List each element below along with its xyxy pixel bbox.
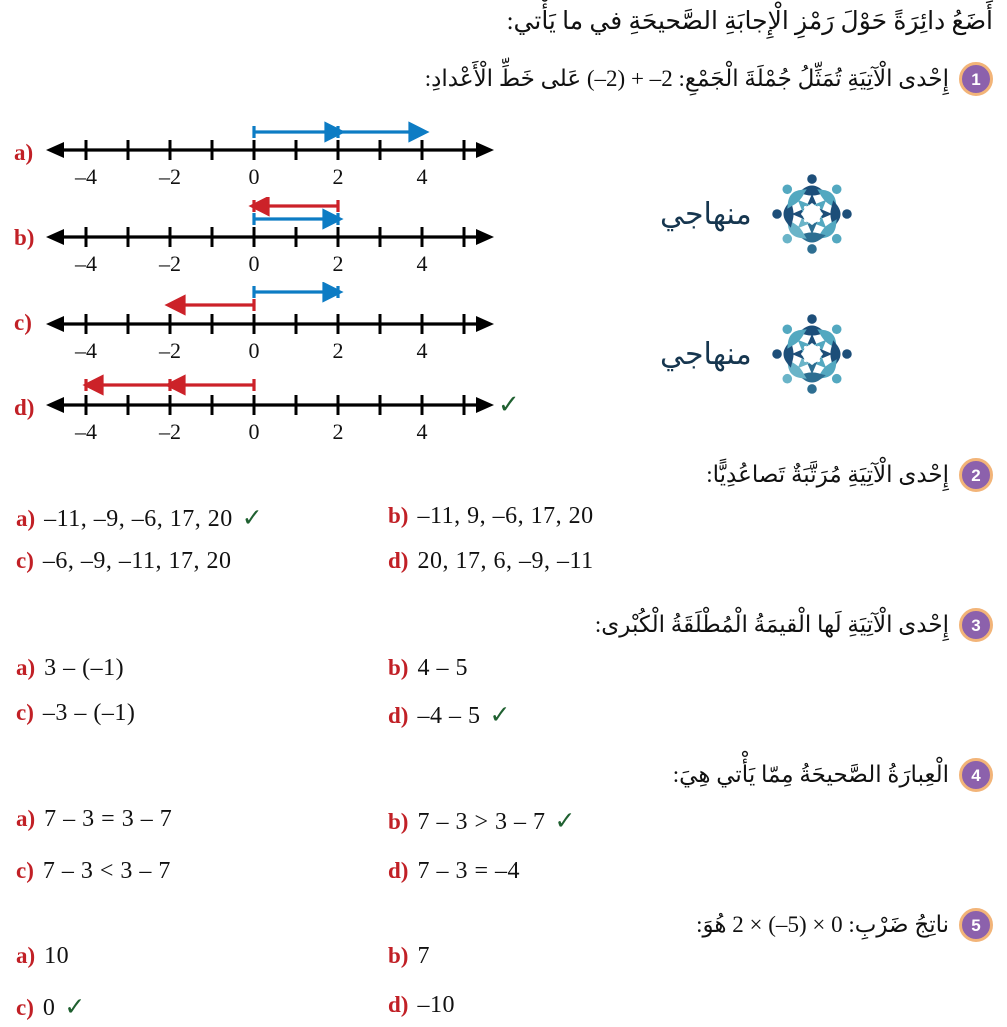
question-3-text: إِحْدى الْآتِيَةِ لَها الْقيمَةُ الْمُطْلَقَةُ الْكُبْرى: bbox=[594, 612, 949, 637]
question-3-badge: 3 bbox=[959, 608, 993, 642]
q3-option-c[interactable] bbox=[16, 700, 135, 727]
svg-text:4: 4 bbox=[416, 338, 428, 363]
q4-option-b-letter: b) bbox=[388, 809, 409, 834]
svg-text:–4: –4 bbox=[75, 251, 97, 276]
q2-option-a-check: ✓ bbox=[241, 503, 263, 532]
svg-text:–4: –4 bbox=[75, 164, 97, 189]
q5-option-b-value: 7 bbox=[417, 943, 430, 969]
q4-option-c-letter: c) bbox=[16, 858, 34, 883]
question-4-text: الْعِبارَةُ الصَّحيحَةُ مِمّا يَأْتي هِيَ: bbox=[672, 762, 949, 787]
svg-text:2: 2 bbox=[332, 419, 344, 444]
logo-text-top: منهاجي bbox=[660, 196, 752, 232]
q5-option-b-letter: b) bbox=[388, 943, 409, 968]
q2-option-b[interactable] bbox=[388, 503, 594, 530]
q2-option-d-letter: d) bbox=[388, 548, 409, 573]
numberline-b-svg bbox=[40, 197, 500, 283]
q2-option-c[interactable] bbox=[16, 548, 231, 575]
manhaji-logo-bottom bbox=[660, 308, 858, 400]
q2-option-d-value: 20, 17, 6, –9, –11 bbox=[417, 548, 594, 574]
q5-option-a-letter: a) bbox=[16, 943, 36, 968]
manhaji-people-circle-icon bbox=[766, 308, 858, 400]
svg-text:2: 2 bbox=[332, 251, 344, 276]
question-4-row bbox=[673, 758, 993, 792]
q4-option-c[interactable] bbox=[16, 858, 171, 885]
q3-option-d-check: ✓ bbox=[489, 700, 511, 729]
question-1-text: إِحْدى الْآتِيَةِ تُمَثِّلُ جُمْلَةَ الْجَمْعِ: 2– + (2–) عَلى خَطِّ الْأَعْدادِ: bbox=[424, 66, 949, 91]
svg-text:4: 4 bbox=[416, 164, 428, 189]
svg-text:–4: –4 bbox=[75, 338, 97, 363]
q5-option-c-check: ✓ bbox=[64, 992, 86, 1021]
question-3-row bbox=[595, 608, 993, 642]
numberline-a-svg bbox=[40, 112, 500, 198]
numberline-b-letter: b) bbox=[14, 225, 35, 250]
question-5-text: ناتِجُ ضَرْبِ: 0 × (5–) × 2 هُوَ: bbox=[696, 912, 949, 937]
numberline-d-letter: d) bbox=[14, 395, 35, 420]
q4-option-c-value: 7 – 3 < 3 – 7 bbox=[42, 858, 171, 884]
q2-option-c-value: –6, –9, –11, 17, 20 bbox=[42, 548, 232, 574]
q2-option-b-letter: b) bbox=[388, 503, 409, 528]
svg-text:4: 4 bbox=[416, 251, 428, 276]
q4-option-a-value: 7 – 3 = 3 – 7 bbox=[44, 806, 173, 832]
numberline-d-svg bbox=[40, 367, 500, 453]
question-5-row bbox=[696, 908, 993, 942]
logo-text-bottom: منهاجي bbox=[660, 336, 752, 372]
svg-text:–2: –2 bbox=[159, 338, 181, 363]
svg-text:–2: –2 bbox=[159, 251, 181, 276]
numberline-a-letter: a) bbox=[14, 140, 34, 165]
q4-option-d-value: 7 – 3 = –4 bbox=[417, 858, 520, 884]
numberline-option-b[interactable] bbox=[0, 197, 560, 283]
q2-option-d[interactable] bbox=[388, 548, 594, 575]
question-2-text: إِحْدى الْآتِيَةِ مُرَتَّبَةٌ تَصاعُدِيًّا: bbox=[706, 462, 949, 487]
question-2-badge: 2 bbox=[959, 458, 993, 492]
svg-text:0: 0 bbox=[248, 164, 260, 189]
q3-option-b-value: 4 – 5 bbox=[417, 655, 468, 681]
svg-text:2: 2 bbox=[332, 338, 344, 363]
manhaji-people-circle-icon bbox=[766, 168, 858, 260]
q3-option-a[interactable] bbox=[16, 655, 124, 682]
q3-option-c-value: –3 – (–1) bbox=[42, 700, 136, 726]
q4-option-b-check: ✓ bbox=[554, 806, 576, 835]
q4-option-b[interactable] bbox=[388, 806, 577, 836]
q4-option-b-value: 7 – 3 > 3 – 7 bbox=[417, 809, 546, 835]
page-instruction: أَضَعُ دائِرَةً حَوْلَ رَمْزِ الْإِجابَةِ الصَّحيحَةِ في ما يَأْتي: bbox=[506, 8, 993, 35]
svg-text:–2: –2 bbox=[159, 164, 181, 189]
q3-option-b-letter: b) bbox=[388, 655, 409, 680]
q5-option-d-value: –10 bbox=[417, 992, 455, 1018]
q2-option-a-value: –11, –9, –6, 17, 20 bbox=[44, 506, 233, 532]
q3-option-a-letter: a) bbox=[16, 655, 36, 680]
q2-option-b-value: –11, 9, –6, 17, 20 bbox=[417, 503, 594, 529]
q5-option-a-value: 10 bbox=[44, 943, 70, 969]
q3-option-d-value: –4 – 5 bbox=[417, 703, 481, 729]
q5-option-c-value: 0 bbox=[42, 995, 56, 1021]
q3-option-a-value: 3 – (–1) bbox=[44, 655, 125, 681]
numberline-option-a[interactable] bbox=[0, 112, 560, 198]
numberline-option-c[interactable] bbox=[0, 282, 560, 368]
question-5-badge: 5 bbox=[959, 908, 993, 942]
numberline-option-d[interactable] bbox=[0, 367, 560, 453]
svg-text:–4: –4 bbox=[75, 419, 97, 444]
q5-option-d-letter: d) bbox=[388, 992, 409, 1017]
numberline-d-correct-check: ✓ bbox=[498, 390, 520, 420]
svg-text:0: 0 bbox=[248, 251, 260, 276]
q3-option-d[interactable] bbox=[388, 700, 512, 730]
q5-option-c[interactable] bbox=[16, 992, 87, 1022]
svg-text:–2: –2 bbox=[159, 419, 181, 444]
numberline-c-letter: c) bbox=[14, 310, 32, 335]
q4-option-a-letter: a) bbox=[16, 806, 36, 831]
q2-option-c-letter: c) bbox=[16, 548, 34, 573]
svg-text:0: 0 bbox=[248, 338, 260, 363]
manhaji-logo-top bbox=[660, 168, 858, 260]
q2-option-a[interactable] bbox=[16, 503, 265, 533]
q3-option-c-letter: c) bbox=[16, 700, 34, 725]
q4-option-d-letter: d) bbox=[388, 858, 409, 883]
q4-option-a[interactable] bbox=[16, 806, 172, 833]
q5-option-d[interactable] bbox=[388, 992, 455, 1019]
q3-option-b[interactable] bbox=[388, 655, 468, 682]
q5-option-a[interactable] bbox=[16, 943, 69, 970]
question-1-row bbox=[425, 62, 993, 96]
numberline-c-svg bbox=[40, 282, 500, 368]
question-1-badge: 1 bbox=[959, 62, 993, 96]
q5-option-b[interactable] bbox=[388, 943, 430, 970]
svg-text:4: 4 bbox=[416, 419, 428, 444]
svg-text:0: 0 bbox=[248, 419, 260, 444]
svg-text:2: 2 bbox=[332, 164, 344, 189]
q3-option-d-letter: d) bbox=[388, 703, 409, 728]
q5-option-c-letter: c) bbox=[16, 995, 34, 1020]
q2-option-a-letter: a) bbox=[16, 506, 36, 531]
q4-option-d[interactable] bbox=[388, 858, 520, 885]
question-4-badge: 4 bbox=[959, 758, 993, 792]
question-2-row bbox=[706, 458, 993, 492]
